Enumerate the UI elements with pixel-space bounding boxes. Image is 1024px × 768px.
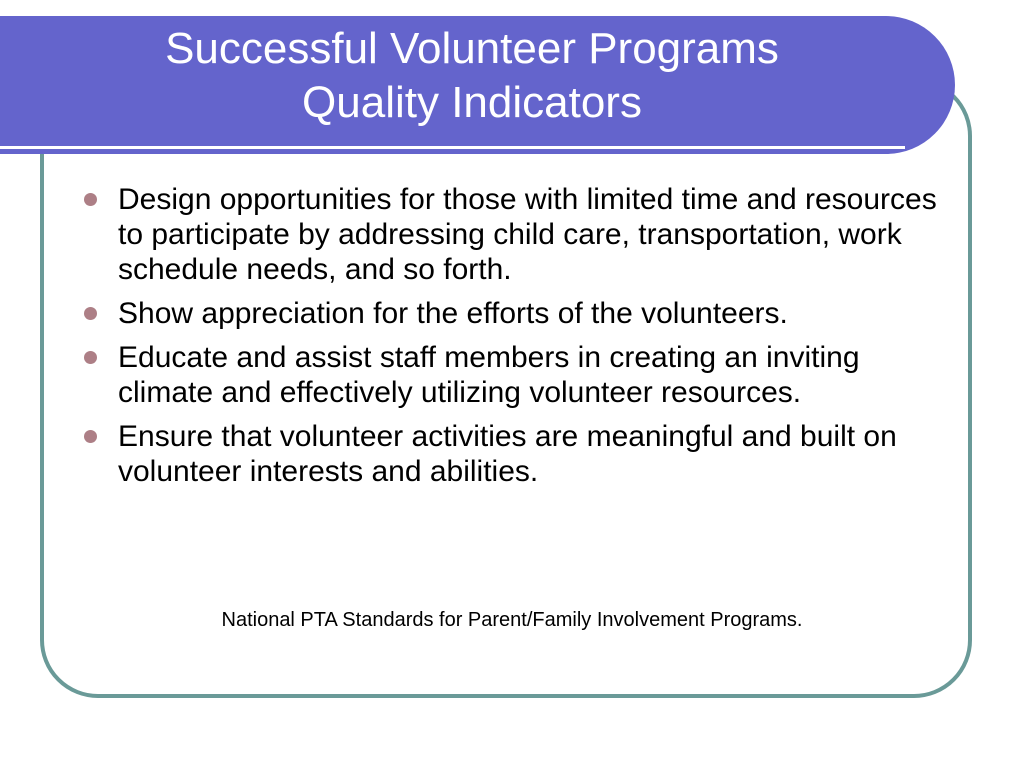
bullet-item bbox=[84, 419, 954, 489]
bullet-item bbox=[84, 182, 954, 287]
bullet-list bbox=[84, 182, 954, 498]
bullet-dot-icon bbox=[84, 351, 97, 364]
bullet-dot-icon bbox=[84, 193, 97, 206]
slide-title-line-1: Successful Volunteer Programs bbox=[165, 24, 779, 73]
title-underline bbox=[0, 146, 905, 149]
bullet-text: Design opportunities for those with limited time and resources to participate by addressing child care, transportation, work schedule needs, and so forth. bbox=[118, 183, 937, 286]
bullet-text: Educate and assist staff members in creating an inviting climate and effectively utilizing volunteer resources. bbox=[118, 341, 860, 409]
bullet-item bbox=[84, 296, 954, 331]
bullet-text: Show appreciation for the efforts of the volunteers. bbox=[118, 297, 788, 330]
bullet-text: Ensure that volunteer activities are meaningful and built on volunteer interests and abilities. bbox=[118, 420, 897, 488]
slide-title-line-2: Quality Indicators bbox=[302, 78, 642, 127]
slide-title bbox=[0, 22, 944, 130]
bullet-dot-icon bbox=[84, 430, 97, 443]
bullet-item bbox=[84, 340, 954, 410]
source-citation: National PTA Standards for Parent/Family Involvement Programs. bbox=[221, 609, 803, 631]
bullet-dot-icon bbox=[84, 307, 97, 320]
